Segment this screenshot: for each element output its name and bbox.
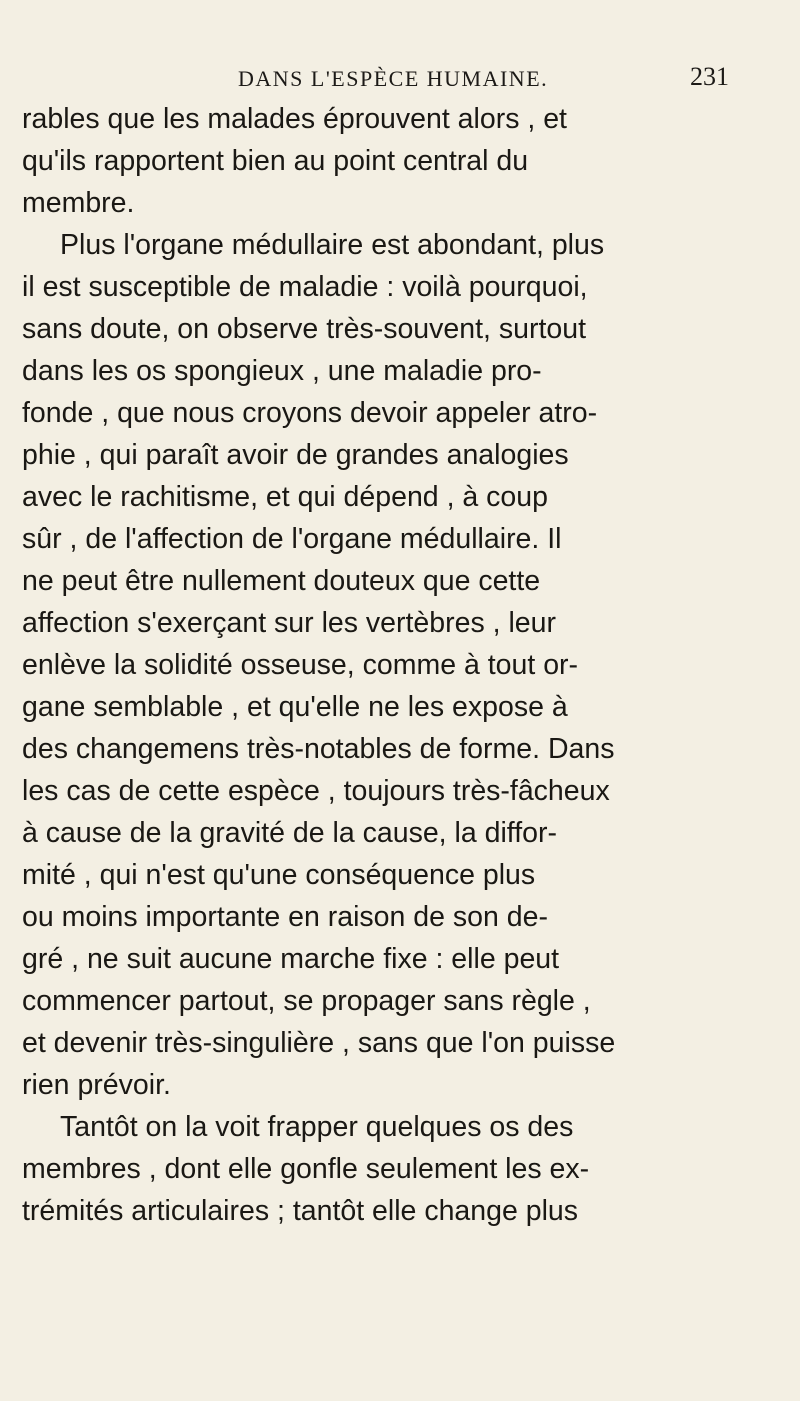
running-title: DANS L'ESPÈCE HUMAINE. <box>238 66 549 91</box>
text-line: enlève la solidité osseuse, comme à tout or- <box>22 649 579 681</box>
text-line: avec le rachitisme, et qui dépend , à coup <box>22 481 548 513</box>
text-line: affection s'exerçant sur les vertèbres , leur <box>22 607 556 639</box>
text-line: sans doute, on observe très-souvent, surtout <box>22 313 586 345</box>
text-line: qu'ils rapportent bien au point central du <box>22 145 529 177</box>
text-line: membres , dont elle gonfle seulement les ex- <box>22 1153 590 1185</box>
text-line: rables que les malades éprouvent alors , et <box>22 103 567 135</box>
running-head <box>0 58 800 98</box>
text-line: les cas de cette espèce , toujours très-fâcheux <box>22 775 610 807</box>
page-number: 231 <box>690 62 729 91</box>
text-line: il est susceptible de maladie : voilà pourquoi, <box>22 271 588 303</box>
text-line: à cause de la gravité de la cause, la diffor- <box>22 817 557 849</box>
text-line: membre. <box>22 187 135 219</box>
text-line: commencer partout, se propager sans règle , <box>22 985 591 1017</box>
text-line: Tantôt on la voit frapper quelques os des <box>60 1111 574 1143</box>
text-line: fonde , que nous croyons devoir appeler atro- <box>22 397 598 429</box>
text-line: rien prévoir. <box>22 1069 171 1101</box>
text-line: ou moins importante en raison de son de- <box>22 901 548 933</box>
text-line: gré , ne suit aucune marche fixe : elle peut <box>22 943 560 975</box>
text-line: et devenir très-singulière , sans que l'on puisse <box>22 1027 616 1059</box>
text-line: des changemens très-notables de forme. Dans <box>22 733 615 765</box>
text-line: gane semblable , et qu'elle ne les expose à <box>22 691 568 723</box>
text-line: Plus l'organe médullaire est abondant, plus <box>60 229 605 261</box>
text-line: sûr , de l'affection de l'organe médullaire. Il <box>22 523 562 555</box>
text-line: phie , qui paraît avoir de grandes analogies <box>22 439 569 471</box>
text-line: trémités articulaires ; tantôt elle change plus <box>22 1195 579 1227</box>
text-line: dans les os spongieux , une maladie pro- <box>22 355 542 387</box>
text-line: mité , qui n'est qu'une conséquence plus <box>22 859 536 891</box>
text-line: ne peut être nullement douteux que cette <box>22 565 541 597</box>
